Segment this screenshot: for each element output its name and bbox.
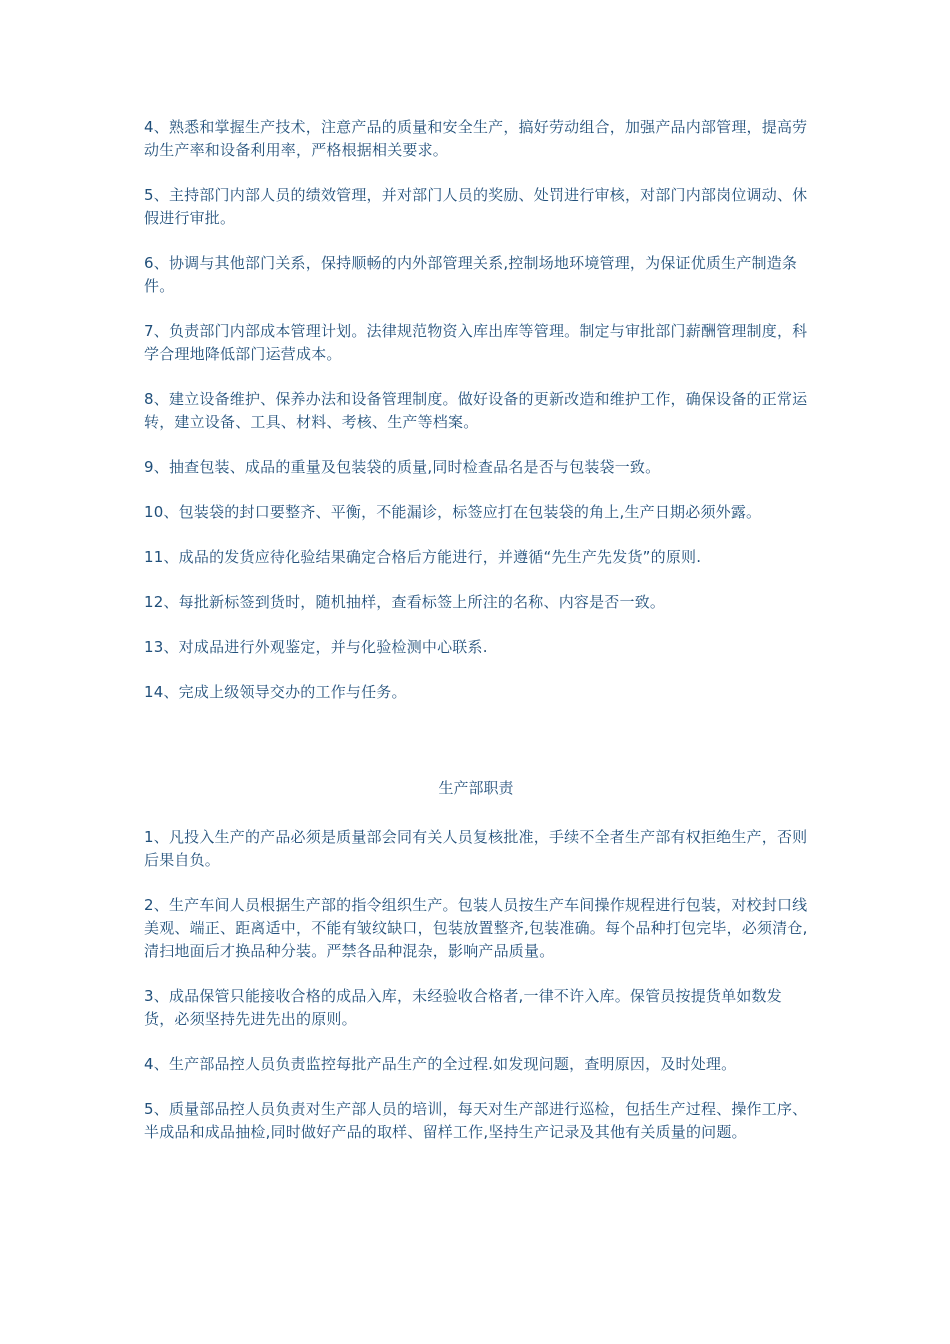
list-item: 4、熟悉和掌握生产技术，注意产品的质量和安全生产，搞好劳动组合，加强产品内部管理，提高劳动生产率和设备利用率，严格根据相关要求。	[144, 118, 808, 159]
list-item: 8、建立设备维护、保养办法和设备管理制度。做好设备的更新改造和维护工作，确保设备的正常运转，建立设备、工具、材料、考核、生产等档案。	[144, 390, 808, 431]
duties-list-continued	[144, 116, 808, 704]
list-item: 6、协调与其他部门关系，保持顺畅的内外部管理关系,控制场地环境管理，为保证优质生产制造条件。	[144, 254, 798, 295]
list-item: 14、完成上级领导交办的工作与任务。	[144, 683, 407, 701]
list-item: 3、成品保管只能接收合格的成品入库，未经验收合格者,一律不许入库。保管员按提货单如数发货，必须坚持先进先出的原则。	[144, 987, 782, 1028]
list-item: 4、生产部品控人员负责监控每批产品生产的全过程.如发现问题，查明原因，及时处理。	[144, 1055, 737, 1073]
section-title: 生产部职责	[438, 779, 514, 797]
list-item: 5、质量部品控人员负责对生产部人员的培训，每天对生产部进行巡检，包括生产过程、操作工序、半成品和成品抽检,同时做好产品的取样、留样工作,坚持生产记录及其他有关质量的问题。	[144, 1100, 808, 1141]
list-item: 9、抽查包装、成品的重量及包装袋的质量,同时检查品名是否与包装袋一致。	[144, 458, 661, 476]
list-item: 5、主持部门内部人员的绩效管理，并对部门人员的奖励、处罚进行审核，对部门内部岗位调动、休假进行审批。	[144, 186, 808, 227]
list-item: 13、对成品进行外观鉴定，并与化验检测中心联系.	[144, 638, 488, 656]
list-item: 1、凡投入生产的产品必须是质量部会同有关人员复核批准，手续不全者生产部有权拒绝生产，否则后果自负。	[144, 828, 808, 869]
production-duties-list	[144, 826, 808, 1144]
list-item: 7、负责部门内部成本管理计划。法律规范物资入库出库等管理。制定与审批部门薪酬管理制度，科学合理地降低部门运营成本。	[144, 322, 808, 363]
list-item: 10、包装袋的封口要整齐、平衡，不能漏诊，标签应打在包装袋的角上,生产日期必须外露。	[144, 503, 762, 521]
list-item: 2、生产车间人员根据生产部的指令组织生产。包装人员按生产车间操作规程进行包装，对校封口线美观、端正、距离适中，不能有皱纹缺口，包装放置整齐,包装准确。每个品种打包完毕，必须清仓,清扫地面后才换品种分装。严禁各品种混杂，影响产品质量。	[144, 896, 808, 960]
list-item: 12、每批新标签到货时，随机抽样，查看标签上所注的名称、内容是否一致。	[144, 593, 666, 611]
document-body	[144, 116, 808, 1166]
list-item: 11、成品的发货应待化验结果确定合格后方能进行，并遵循“先生产先发货”的原则.	[144, 548, 702, 566]
